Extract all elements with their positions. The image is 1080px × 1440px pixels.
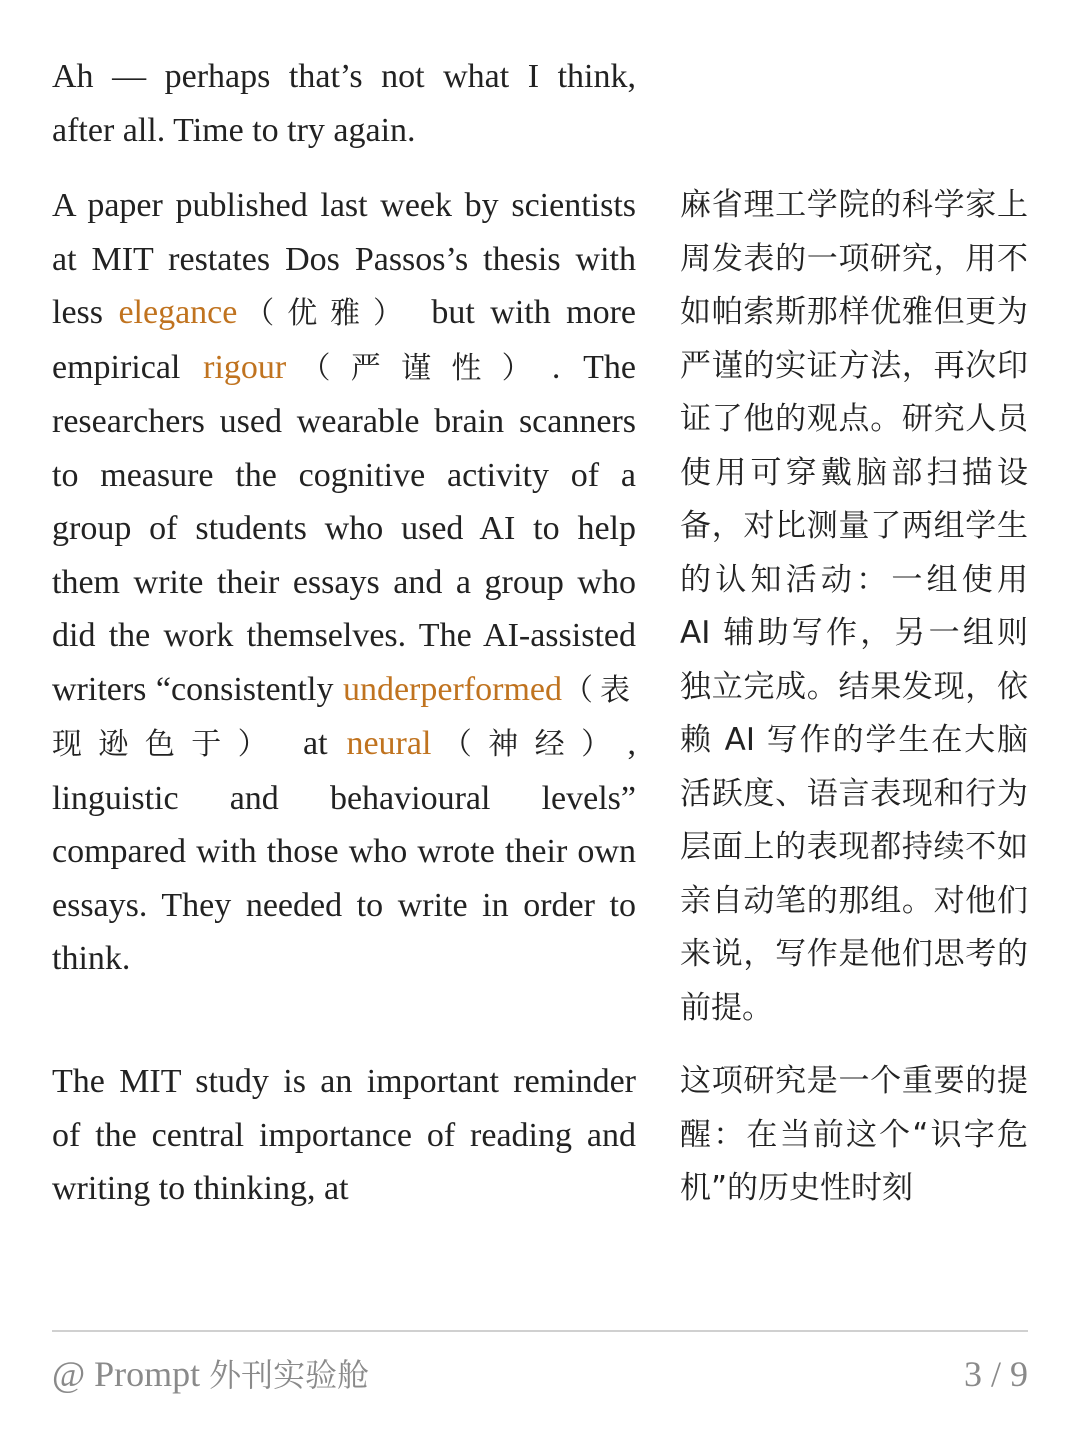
gloss-underperformed: （表现逊色于）	[52, 672, 637, 762]
brand-prefix: @ Prompt	[52, 1354, 210, 1394]
paragraph-2	[52, 179, 1028, 1035]
text-segment: . The researchers used wearable brain scanners to measure the cognitive activity of a group of students who used AI to help them write their essays and a group who did the work themselves. The AI-assisted writers “consistently	[52, 348, 637, 708]
text-segment: but with more empirical	[52, 294, 637, 386]
paragraph-1-english: Ah — perhaps that’s not what I think, after all. Time to try again.	[52, 58, 636, 149]
vocab-elegance: elegance	[118, 294, 238, 331]
page-separator: /	[981, 1354, 1010, 1394]
paragraph-3	[52, 1055, 1028, 1216]
gloss-neural: （神经）	[431, 727, 628, 762]
vocab-underperformed: underperformed	[342, 670, 562, 708]
vocab-rigour: rigour	[203, 348, 287, 386]
footer	[52, 1352, 1028, 1394]
paragraph-3-chinese: 这项研究是一个重要的提醒：在当前这个“识字危机”的历史性时刻	[680, 1063, 1028, 1206]
brand-label	[52, 1352, 369, 1394]
brand-name: 外刊实验舱	[209, 1356, 370, 1394]
page-current: 3	[963, 1354, 982, 1394]
article-body	[52, 50, 1028, 1216]
text-segment: A paper published last week by scientists at MIT restates Dos Passos’s thesis with less	[52, 187, 636, 331]
page-total: 9	[1010, 1354, 1028, 1394]
gloss-rigour: （严谨性）	[286, 350, 552, 386]
page-indicator	[964, 1352, 1028, 1394]
paragraph-1	[52, 50, 1028, 157]
footer-divider	[52, 1330, 1028, 1332]
vocab-neural: neural	[346, 725, 432, 762]
text-segment: , linguistic and behavioural levels” compared with those who wrote their own essays. They needed to write in order to think.	[52, 725, 637, 977]
paragraph-2-english	[52, 179, 636, 986]
paragraph-2-chinese: 麻省理工学院的科学家上周发表的一项研究，用不如帕索斯那样优雅但更为严谨的实证方法，再次印证了他的观点。研究人员使用可穿戴脑部扫描设备，对比测量了两组学生的认知活动：一组使用 AI 辅助写作，另一组则独立完成。结果发现，依赖 AI 写作的学生在大脑活跃度、语言表现和行为层面上的表现都持续不如亲自动笔的那组。对他们来说，写作是他们思考的前提。	[680, 187, 1028, 1026]
paragraph-3-english: The MIT study is an important reminder of the central importance of reading and writing to thinking, at	[52, 1063, 636, 1207]
gloss-elegance: （优雅）	[237, 296, 416, 331]
text-segment: at	[284, 725, 347, 762]
